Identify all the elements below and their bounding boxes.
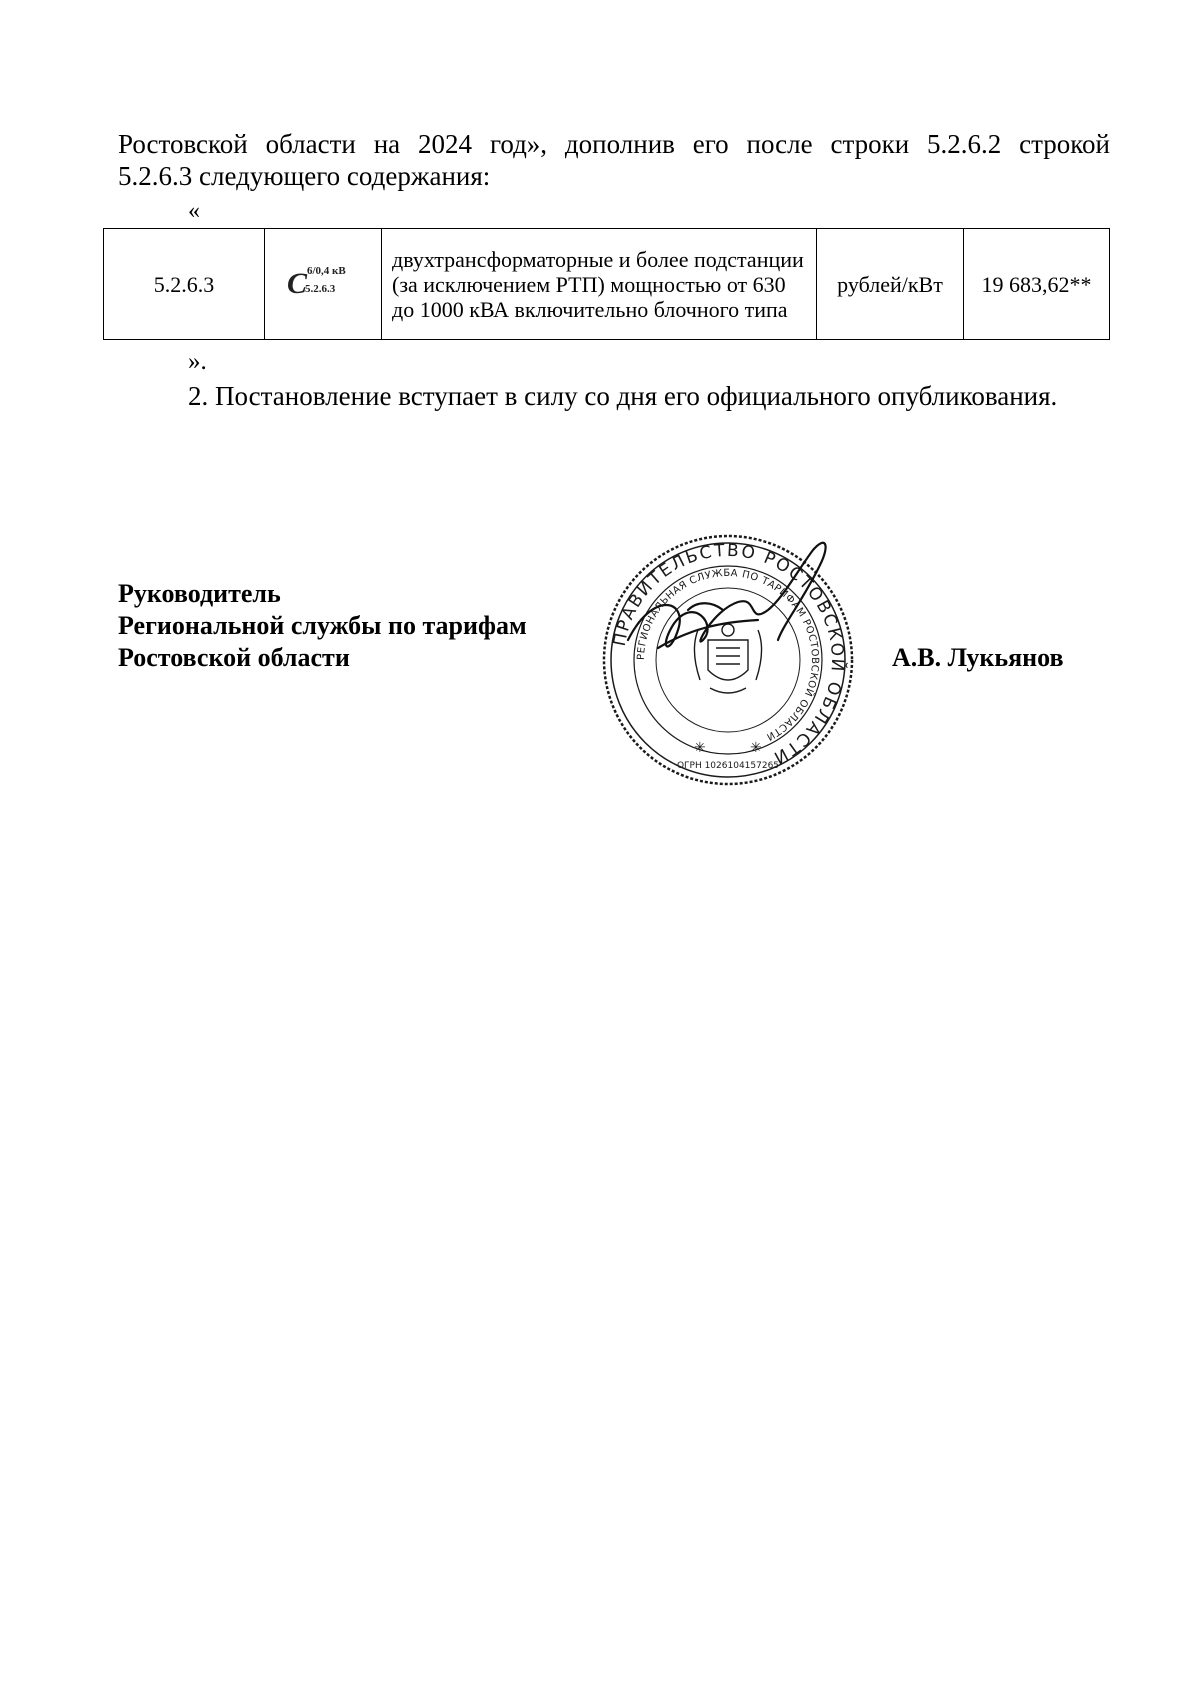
intro-line-1: Ростовской области на 2024 год», дополнив его после строки 5.2.6.2 строкой bbox=[118, 129, 1110, 159]
row-unit-cell: рублей/кВт bbox=[817, 229, 964, 340]
closing-quote: ». bbox=[188, 348, 207, 375]
rate-symbol-superscript: 6/0,4 кВ bbox=[306, 265, 346, 277]
rate-symbol bbox=[286, 265, 359, 300]
row-number-cell: 5.2.6.3 bbox=[104, 229, 265, 340]
row-value-cell: 19 683,62** bbox=[964, 229, 1110, 340]
position-line-3: Ростовской области bbox=[118, 643, 350, 672]
rate-symbol-subscript: 5.2.6.3 bbox=[304, 283, 336, 295]
signatory-name: А.В. Лукьянов bbox=[892, 643, 1064, 672]
seal-star-right-icon: ✳ bbox=[750, 741, 762, 756]
seal-outer-text: ПРАВИТЕЛЬСТВО РОСТОВСКОЙ ОБЛАСТИ bbox=[609, 540, 848, 769]
row-symbol-cell bbox=[265, 229, 382, 340]
official-seal-with-signature bbox=[598, 530, 858, 790]
intro-line-2: 5.2.6.3 следующего содержания: bbox=[118, 161, 491, 191]
coat-of-arms-icon bbox=[694, 624, 761, 693]
row-description-cell: двухтрансформаторные и более подстанции (за исключением РТП) мощностью от 630 до 1000 кВА включительно блочного типа bbox=[382, 229, 817, 340]
position-line-1: Руководитель bbox=[118, 579, 281, 608]
rate-symbol-base: C bbox=[286, 267, 307, 300]
seal-ogrn: ОГРН 1026104157265 bbox=[676, 761, 780, 771]
opening-quote: « bbox=[188, 198, 200, 224]
intro-paragraph bbox=[118, 128, 1110, 192]
svg-text:РЕГИОНАЛЬНАЯ СЛУЖБА ПО ТАРИФАМ bbox=[636, 568, 820, 742]
table-row bbox=[104, 229, 1110, 340]
inserted-row-table bbox=[103, 228, 1110, 340]
effective-date-paragraph: 2. Постановление вступает в силу со дня его официального опубликования. bbox=[188, 381, 1058, 411]
position-line-2: Региональной службы по тарифам bbox=[118, 611, 527, 640]
seal-inner-text: РЕГИОНАЛЬНАЯ СЛУЖБА ПО ТАРИФАМ РОСТОВСКОЙ ОБЛАСТИ bbox=[635, 567, 821, 743]
seal-star-left-icon: ✳ bbox=[694, 741, 706, 756]
signatory-position bbox=[118, 578, 527, 674]
